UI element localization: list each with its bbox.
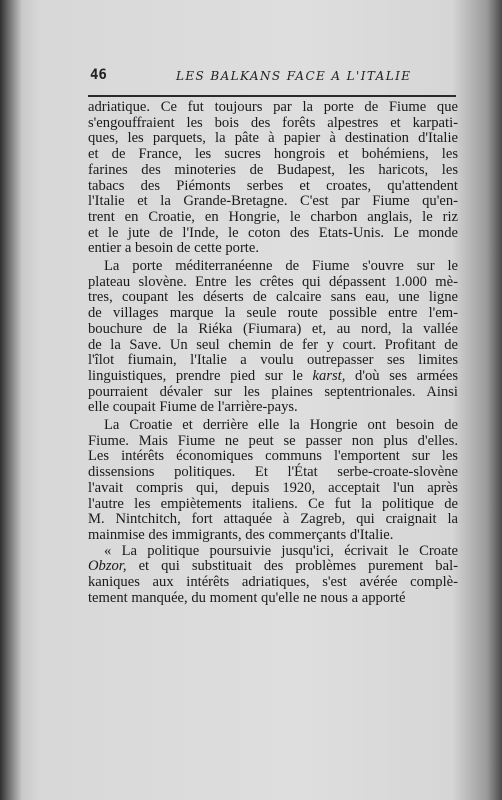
text-line: tres, coupant les déserts de calcaire sans eau, une ligne [88,289,458,306]
text-line: elle coupait Fiume de l'arrière-pays. [88,399,298,416]
text-line: M. Nintchitch, fort attaquée à Zagreb, qui craignait la [88,511,458,528]
paragraph [88,100,458,257]
text-line: adriatique. Ce fut toujours par la porte de Fiume que [88,99,458,115]
paragraph [88,544,458,607]
text-line: et le jute de l'Inde, le coton des Etats-Unis. Le monde [88,224,458,241]
body-text [88,100,458,607]
text-line: Fiume. Mais Fiume ne peut se passer non plus d'elles. [88,432,458,449]
text-line: dissensions politiques. Et l'État serbe-croate-slovène [88,464,458,481]
obzor-word: Obzor, [88,558,127,575]
text-line: et de France, les sucres hongrois et bohémiens, les [88,146,458,163]
text-line: farines des minoteries de Budapest, les haricots, les [88,161,458,178]
text-line: plateau slovène. Entre les crêtes qui dépassent 1.000 mè- [88,273,458,290]
page-header [90,67,460,87]
text-line: ques, les parquets, la pâte à papier à destination d'Italie [88,130,458,147]
text-line: « La politique poursuivie jusqu'ici, écrivait le Croate [104,542,458,559]
text-line: l'autre les empiètements italiens. Ce fut la politique de [88,495,458,512]
text-line: pourraient dévaler sur les plaines septentrionales. Ainsi [88,383,458,400]
text-line: l'avait compris qui, depuis 1920, acceptait l'un après [88,479,458,496]
page-number: 46 [90,67,107,83]
paragraph [88,259,458,416]
karst-word: karst, [312,367,346,384]
text-segment: et qui substituait des problèmes purement bal- [126,558,458,575]
text-line: l'îlot fiumain, l'Italie a voulu outrepasser ses limites [88,352,458,369]
text-line: l'Italie et la Grande-Bretagne. C'est par Fiume qu'en- [88,193,458,210]
text-line: mainmise des immigrants, des commerçants d'Italie. [88,526,394,543]
text-segment: d'où ses armées [345,367,459,384]
text-line: tement manquée, du moment qu'elle ne nous a apporté [88,589,406,606]
paragraph [88,418,458,544]
text-line: tabacs des Piémonts serbes et croates, qu'attendent [88,177,458,194]
text-segment: linguistiques, prendre pied sur le [88,367,313,384]
text-line-composite [88,369,458,385]
text-line: de la Save. Un seul chemin de fer y court. Profitant de [88,336,458,353]
text-line: trent en Croatie, en Hongrie, le charbon anglais, le riz [88,208,458,225]
text-line-composite [88,559,458,575]
text-line: s'engouffraient les bois des forêts alpestres et karpati- [88,114,458,131]
text-line: entier a besoin de cette porte. [88,240,259,257]
text-line: La Croatie et derrière elle la Hongrie ont besoin de [104,417,458,434]
text-line: bouchure de la Riéka (Fiumara) et, au nord, la vallée [88,320,458,337]
text-line: kaniques aux intérêts adriatiques, s'est avérée complè- [88,574,458,591]
text-line: La porte méditerranéenne de Fiume s'ouvre sur le [104,258,458,275]
text-line: de villages marque la seule route possible entre l'em- [88,305,458,322]
text-line: Les intérêts économiques communs l'emportent sur les [88,448,458,465]
header-rule [88,95,456,97]
running-title: LES BALKANS FACE A L'ITALIE [176,69,412,83]
